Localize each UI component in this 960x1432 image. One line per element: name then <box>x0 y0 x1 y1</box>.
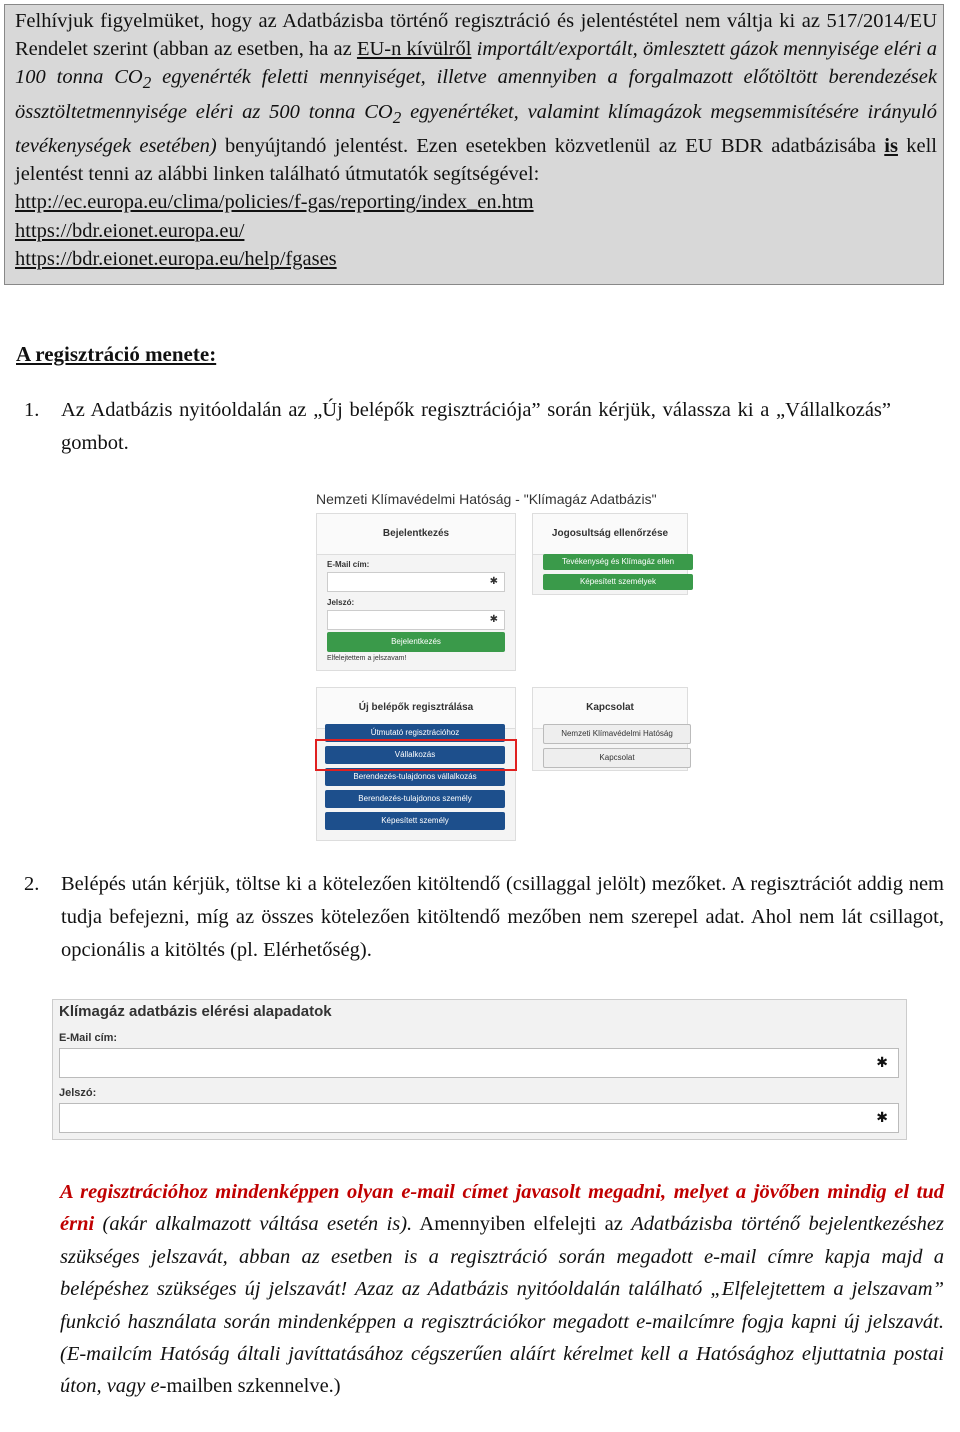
contact-button[interactable]: Kapcsolat <box>543 748 691 768</box>
password-label: Jelszó: <box>327 598 355 607</box>
activity-check-button[interactable]: Tevékenység és Klímagáz ellen <box>543 554 693 570</box>
warning-red-text: A regisztrációhoz mindenképpen olyan e-mail címet javasolt megadni, melyet a jövőben mindig el tud érni <box>60 1181 944 1236</box>
section-heading: A regisztráció menete: <box>16 342 217 366</box>
notice-text: egyenértéket, valamint klímagázok megsemmisítésére irányuló tevékenységek esetében) <box>15 100 937 157</box>
contact-header: Kapcsolat <box>533 688 687 729</box>
notice-text: egyenérték feletti mennyiséget, illetve amennyiben a forgalmazott előtöltött berendezések össztöltetmennyisége eléri az 500 tonna CO <box>15 66 937 123</box>
notice-text: Felhívjuk figyelmüket, hogy az Adatbázisba történő regisztráció és jelentéstétel nem váltja ki az 517/2014/EU Rendelet szerint (abban az esetben, ha az <box>15 10 937 61</box>
step-2 <box>24 868 944 968</box>
notice-text: benyújtandó jelentést. Ezen esetekben közvetlenül az EU BDR adatbázisába <box>216 135 885 157</box>
subscript: 2 <box>392 107 402 127</box>
notice-text: kell jelentést tenni az alábbi linken található útmutatók segítségével: <box>15 135 937 186</box>
password-label: Jelszó: <box>59 1087 97 1099</box>
required-star-icon: ✱ <box>876 1054 888 1070</box>
warning-text: Amennyiben elfelejti az <box>412 1213 632 1236</box>
step-number: 1. <box>24 399 40 421</box>
step-text: Belépés után kérjük, töltse ki a kötelezően kitöltendő (csillaggal jelölt) mezőket. A regisztrációt addig nem tudja befejezni, míg az összes kötelezően kitöltendő mezőben nem szerepel adat. Ahol nem lát csillagot, opcionális a kitöltés (pl. Elérhetőség). <box>61 873 944 961</box>
registration-guide-button[interactable]: Útmutató regisztrációhoz <box>325 724 505 742</box>
form-title: Klímagáz adatbázis elérési alapadatok <box>59 1003 332 1020</box>
required-star-icon: ✱ <box>876 1109 888 1125</box>
link-bdr[interactable]: https://bdr.eionet.europa.eu/ <box>15 219 245 242</box>
email-field[interactable] <box>59 1048 899 1078</box>
notice-paragraph <box>15 7 937 188</box>
email-label: E-Mail cím: <box>327 560 370 569</box>
required-star-icon: ✱ <box>489 576 498 587</box>
warning-paragraph <box>60 1176 944 1403</box>
screenshot-form <box>52 999 907 1140</box>
permission-panel <box>532 513 688 595</box>
contact-panel <box>532 687 688 771</box>
login-button[interactable]: Bejelentkezés <box>327 632 505 652</box>
link-bdr-help[interactable]: https://bdr.eionet.europa.eu/help/fgases <box>15 247 337 270</box>
password-field[interactable] <box>59 1103 899 1133</box>
link-fgas-reporting[interactable]: http://ec.europa.eu/clima/policies/f-gas/reporting/index_en.htm <box>15 191 534 214</box>
login-header: Bejelentkezés <box>317 514 515 555</box>
permission-header: Jogosultság ellenőrzése <box>533 514 687 555</box>
highlight-box <box>315 739 517 771</box>
warning-text: Adatbázisba történő bejelentkezéshez szükséges jelszavát, abban az esetben is a regisztráció során megadott e-mail címre kapja majd a belépéshez szükséges új jelszavát! Azaz az Adatbázis nyitóoldalán található „Elfelejtettem a jelszavam” funkció használata során mindenképpen a regisztrációkor megadott e-mailcímre fogja kapni új jelszavát. (E-mailcím Hatóság általi javíttatásához cégszerűen aláírt kérelmet kell a Hatósághoz eljuttatnia postai úton, vagy e- <box>60 1213 945 1398</box>
owner-enterprise-button[interactable]: Berendezés-tulajdonos vállalkozás <box>325 768 505 786</box>
notice-box <box>4 4 944 285</box>
notice-text: importált/exportált, ömlesztett gázok mennyisége eléri a 100 tonna CO <box>15 38 938 89</box>
enterprise-button[interactable]: Vállalkozás <box>325 746 505 764</box>
step-text: Az Adatbázis nyitóoldalán az „Új belépők regisztrációja” során kérjük, válassza ki a „Vállalkozás” gombot. <box>61 399 891 454</box>
email-field[interactable] <box>327 572 505 592</box>
certified-person-button[interactable]: Képesített személy <box>325 812 505 830</box>
email-label: E-Mail cím: <box>59 1032 118 1044</box>
warning-text: (akár alkalmazott váltása esetén is). <box>94 1213 413 1236</box>
password-field[interactable] <box>327 610 505 630</box>
certified-persons-button[interactable]: Képesített személyek <box>543 574 693 590</box>
authority-button[interactable]: Nemzeti Klímavédelmi Hatóság <box>543 724 691 744</box>
warning-text: mailben szkennelve.) <box>166 1375 341 1398</box>
step-number: 2. <box>24 873 40 895</box>
required-star-icon: ✱ <box>489 614 498 625</box>
subscript: 2 <box>142 73 152 93</box>
notice-text: EU-n kívülről <box>356 38 472 61</box>
registration-header: Új belépők regisztrálása <box>317 688 515 729</box>
screenshot-title: Nemzeti Klímavédelmi Hatóság - "Klímagáz Adatbázis" <box>316 491 657 507</box>
login-panel <box>316 513 516 671</box>
notice-emphasis: is <box>884 135 898 157</box>
screenshot-homepage <box>312 487 688 842</box>
owner-person-button[interactable]: Berendezés-tulajdonos személy <box>325 790 505 808</box>
step-1 <box>24 394 944 460</box>
forgot-password-link[interactable]: Elfelejtettem a jelszavam! <box>327 655 407 662</box>
